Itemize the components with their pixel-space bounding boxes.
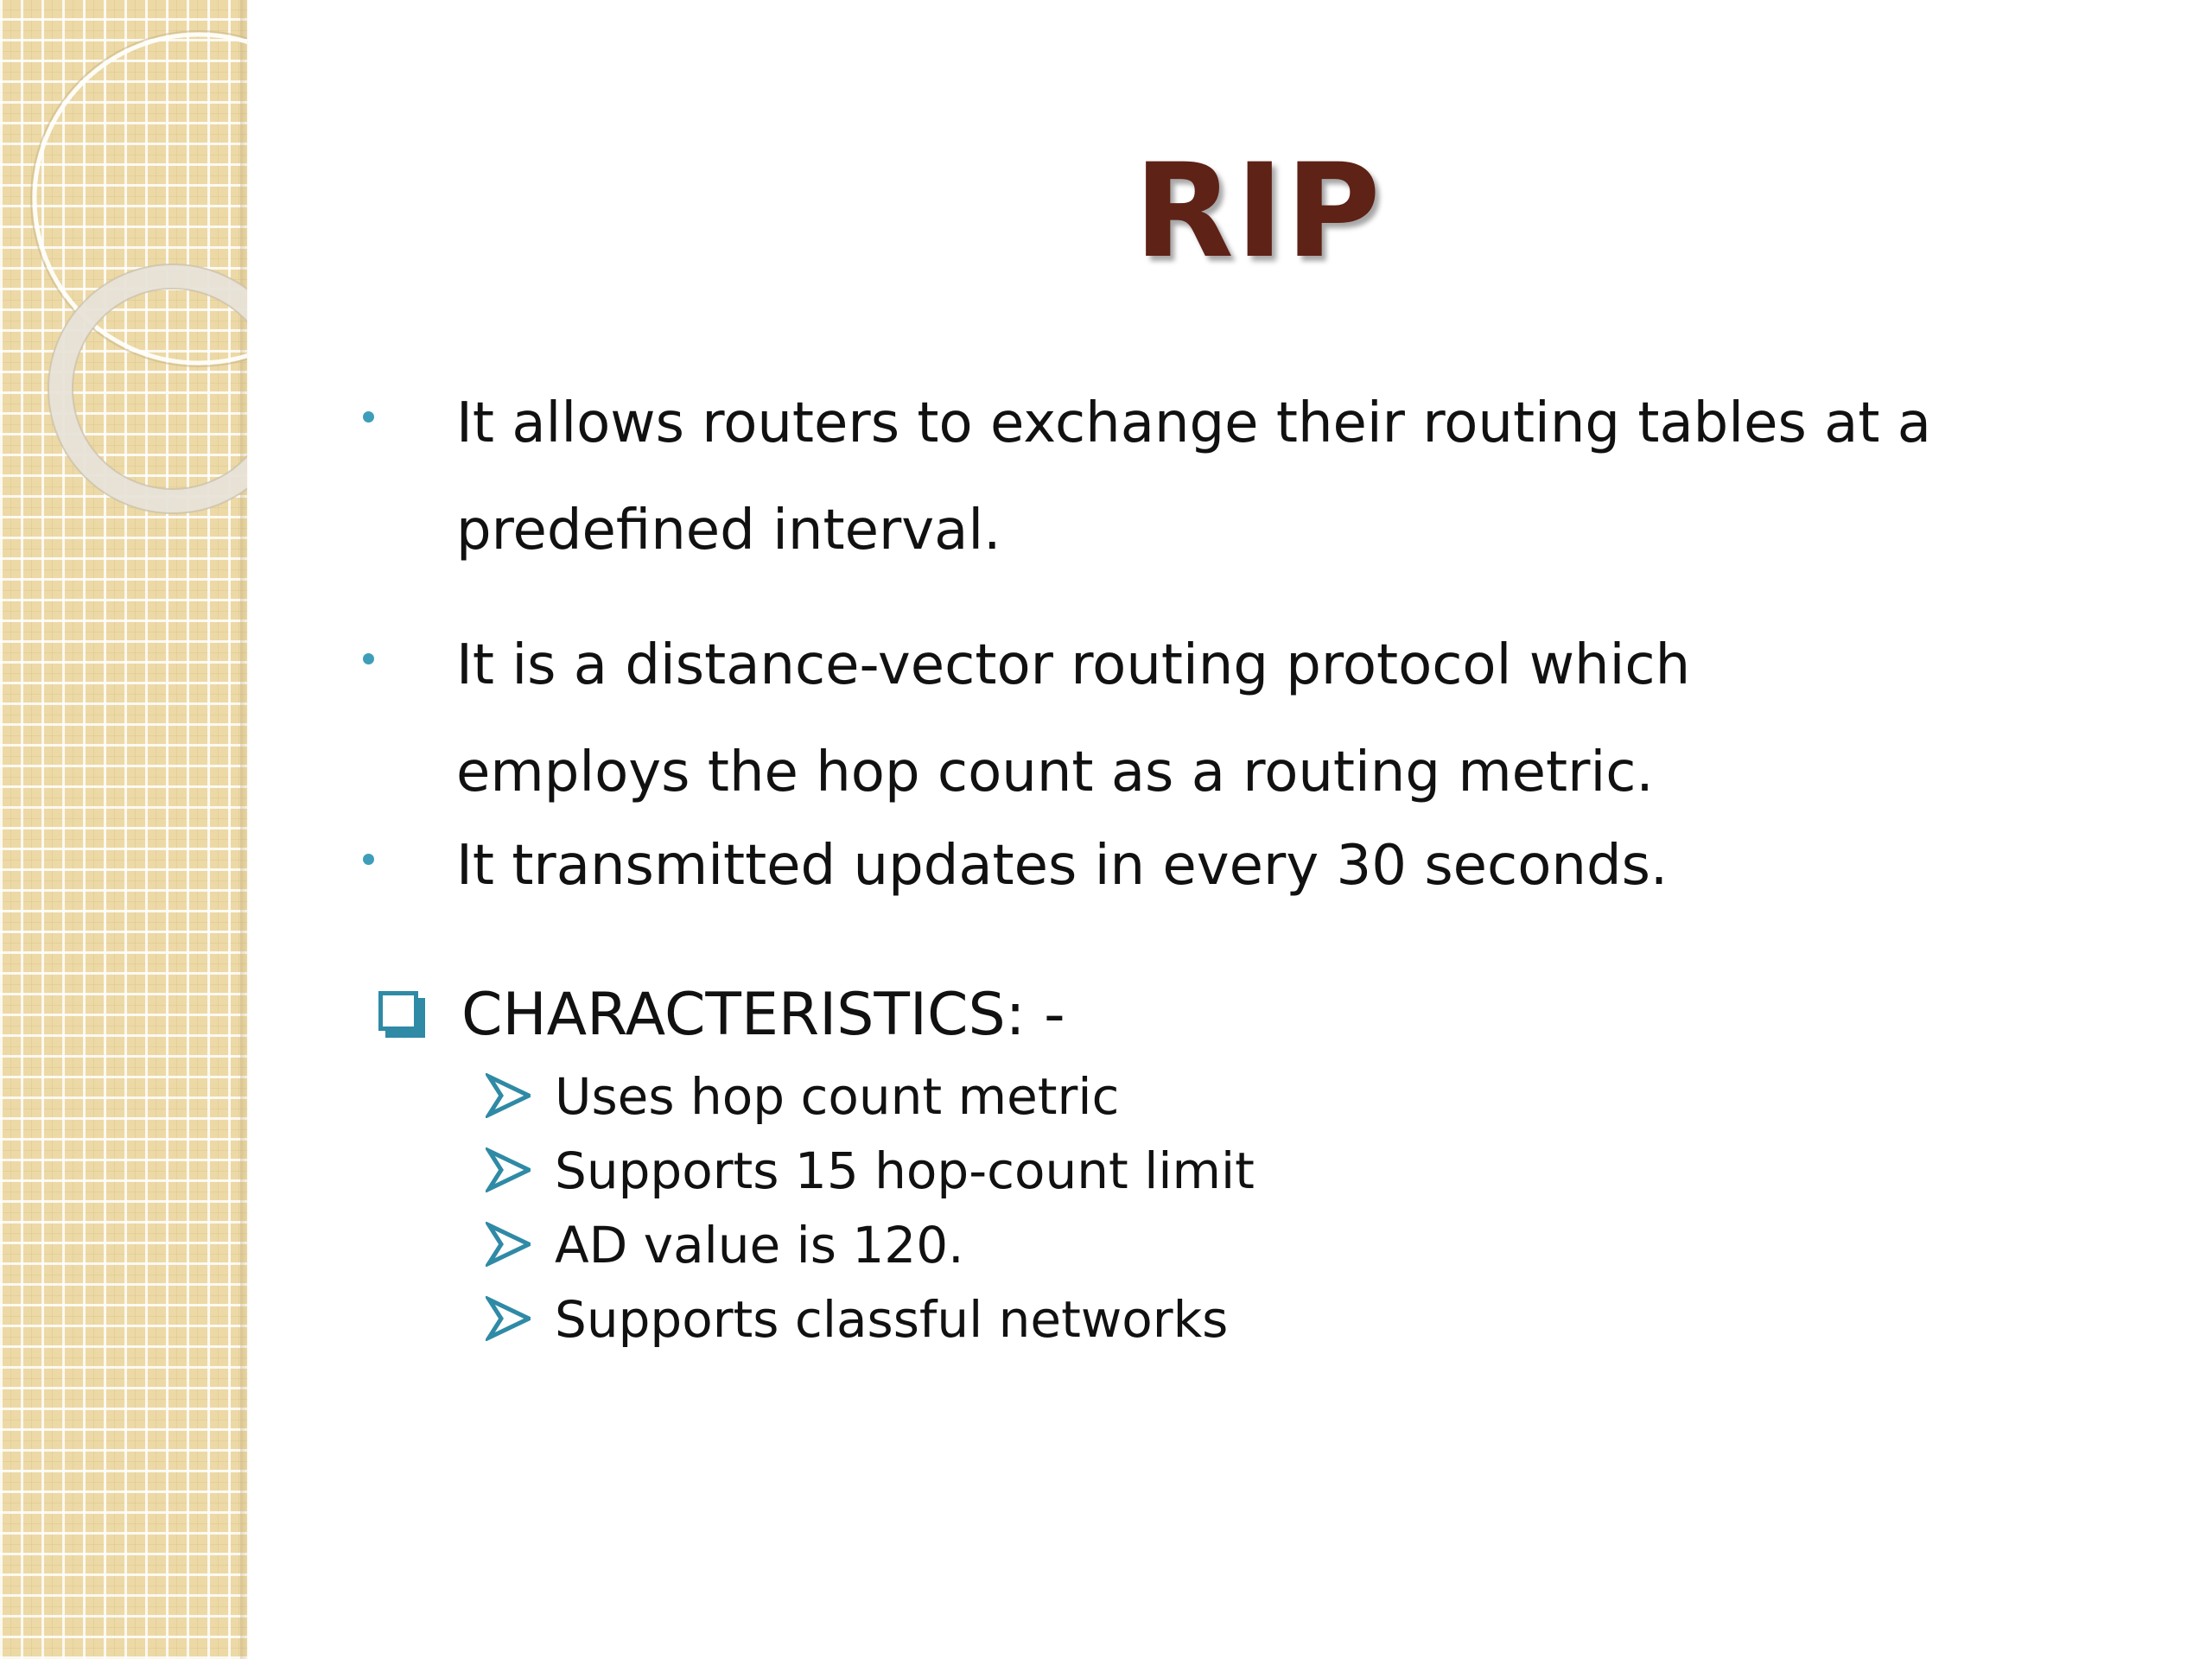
bullet-item	[363, 612, 2143, 826]
bullet-line: employs the hop count as a routing metric.	[456, 741, 1654, 804]
bullet-line: It transmitted updates in every 30 seconds.	[456, 834, 1669, 898]
characteristic-text: AD value is 120.	[555, 1216, 964, 1274]
bullet-line: It is a distance-vector routing protocol which	[456, 633, 1691, 697]
bullet-dot-icon	[363, 653, 374, 664]
characteristic-text: Supports classful networks	[555, 1290, 1229, 1349]
slide-title: RIP	[1134, 137, 1382, 287]
decorative-rings-icon	[0, 0, 247, 605]
arrowhead-icon	[486, 1147, 531, 1192]
checkbox-icon	[378, 991, 418, 1031]
bullet-text	[456, 612, 1690, 826]
characteristics-heading-text: CHARACTERISTICS: -	[461, 981, 1065, 1049]
bullet-line: It allows routers to exchange their routing tables at a	[456, 391, 1931, 455]
bullet-dot-icon	[363, 854, 374, 865]
arrowhead-icon	[486, 1073, 531, 1118]
bullet-text	[456, 370, 1931, 584]
bullet-line: predefined interval.	[456, 499, 1001, 563]
bullet-text	[456, 812, 1668, 919]
characteristic-text: Uses hop count metric	[555, 1067, 1120, 1126]
bullet-item	[363, 370, 2143, 584]
characteristic-text: Supports 15 hop-count limit	[555, 1141, 1255, 1200]
arrowhead-icon	[486, 1296, 531, 1341]
bullet-item	[363, 812, 2143, 919]
bullet-dot-icon	[363, 411, 374, 423]
arrowhead-icon	[486, 1222, 531, 1267]
